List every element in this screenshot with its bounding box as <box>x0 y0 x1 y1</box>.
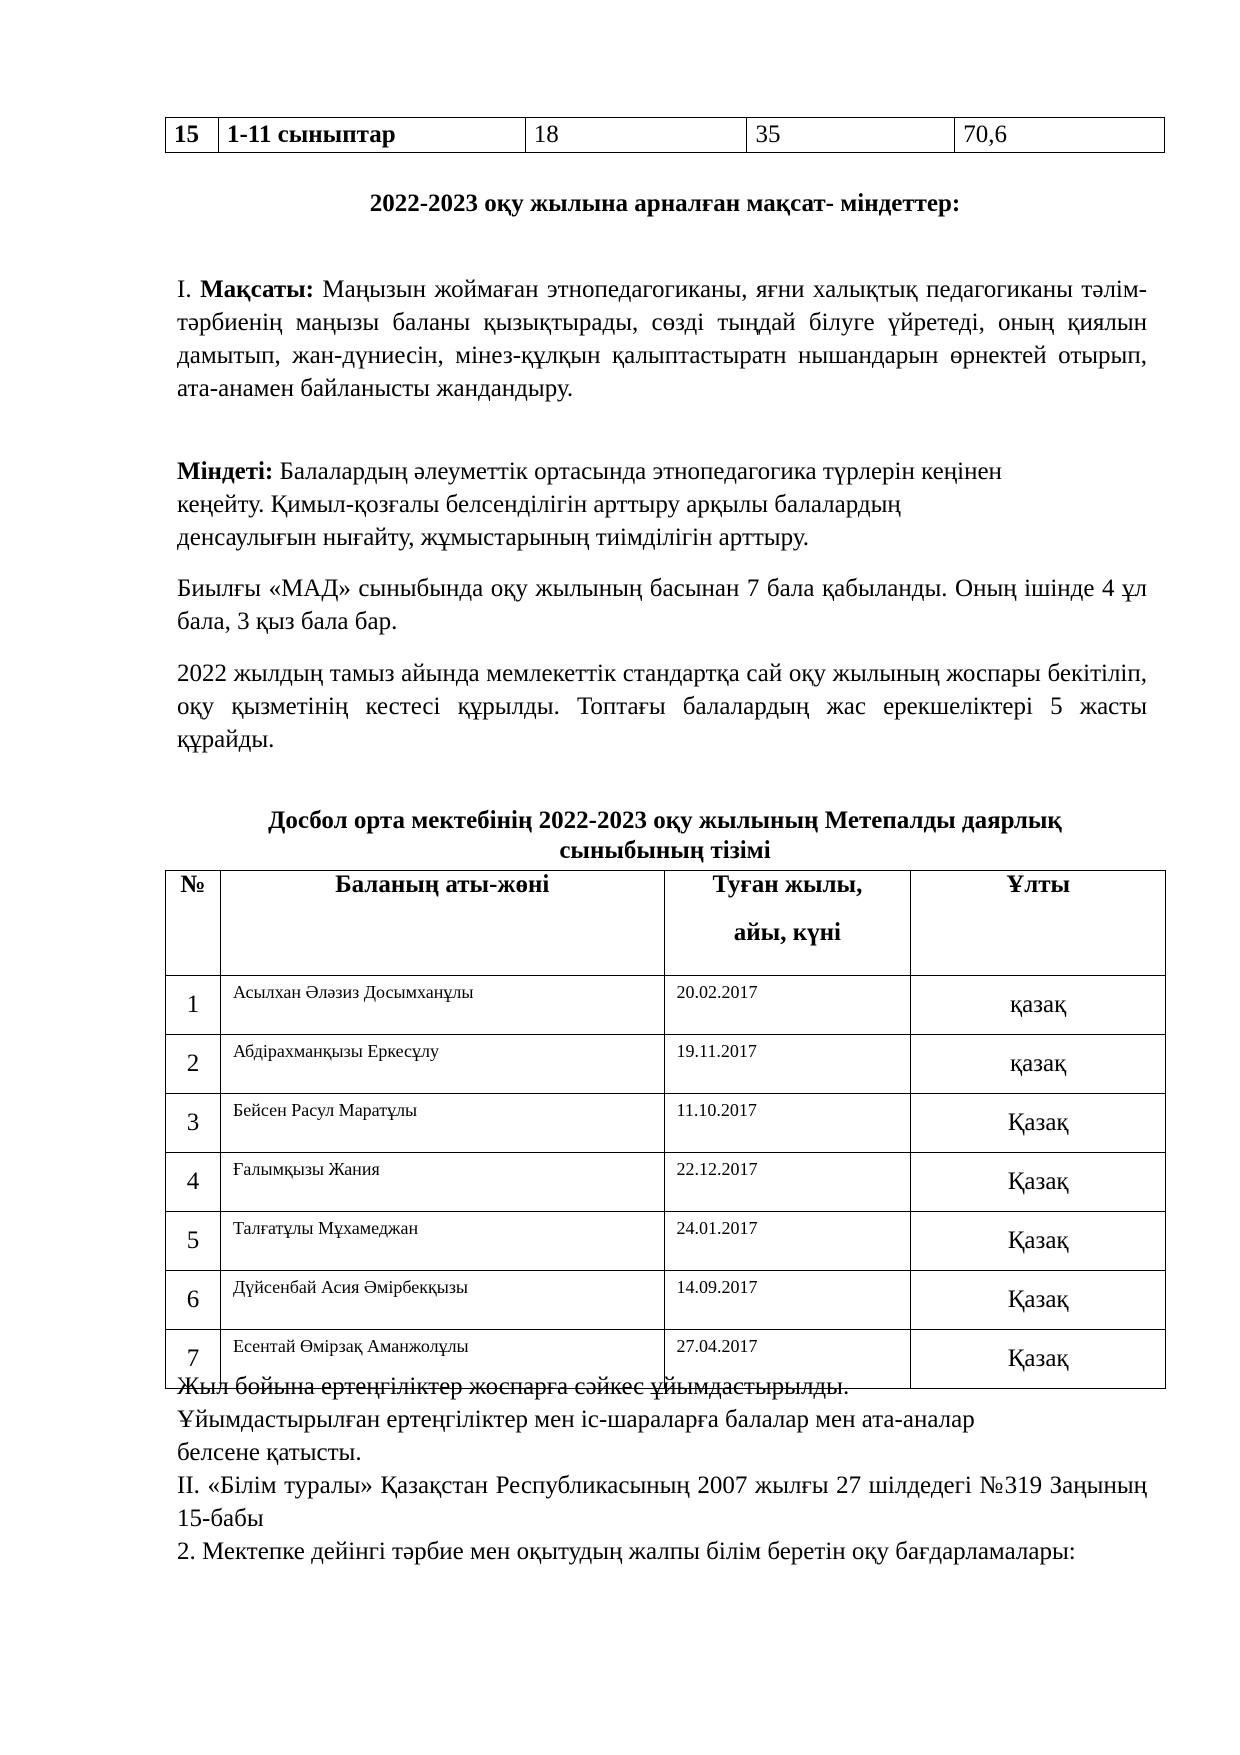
list-heading-line: сыныбының тізімі <box>559 837 771 864</box>
goal-paragraph <box>177 273 1147 405</box>
table-row <box>166 976 1166 1035</box>
table-cell: 35 <box>747 118 955 153</box>
row-num: 3 <box>166 1094 221 1153</box>
row-nationality: қазақ <box>911 1035 1166 1094</box>
row-name: Ғалымқызы Жания <box>220 1153 664 1212</box>
goal-text: Маңызын жоймаған этнопедагогиканы, яғни халықтық педагогиканы тәлім-тәрбиенің маңызы баланы қызықтырады, сөзді тыңдай білуге үйретеді, оның қиялын дамытып, жан-дүниесін, мінез-құлқын қалыптастыратн нышандарын өрнектей отырып, ата-анамен байланысты жандандыру. <box>177 276 1148 402</box>
header-name: Баланың аты-жөні <box>220 871 664 976</box>
children-list-table <box>165 870 1166 1389</box>
table-row <box>166 1153 1166 1212</box>
table-row <box>166 1094 1166 1153</box>
law-paragraph: II. «Білім туралы» Қазақстан Республикасының 2007 жылғы 27 шілдедегі №319 Заңының 15-бабы <box>177 1472 1147 1532</box>
table-cell: 15 <box>166 118 219 153</box>
events-line: Жыл бойына ертеңгіліктер жоспарға сәйкес ұйымдастырылды. <box>177 1373 850 1400</box>
row-num: 5 <box>166 1212 221 1271</box>
row-name: Есентай Өмірзақ Аманжолұлы <box>220 1330 664 1389</box>
task-line: кеңейту. Қимыл-қозғалы белсенділігін арттыру арқылы балалардың <box>177 491 901 518</box>
row-num: 2 <box>166 1035 221 1094</box>
events-line: Ұйымдастырылған ертеңгіліктер мен іс-шараларға балалар мен ата-аналар <box>177 1406 975 1433</box>
list-heading-line: Досбол орта мектебінің 2022-2023 оқу жылының Метепалды даярлық <box>268 807 1062 834</box>
task-label: Міндеті: <box>177 458 274 485</box>
row-nationality: Қазақ <box>911 1153 1166 1212</box>
row-name: Асылхан Әлəзиз Досымханұлы <box>220 976 664 1035</box>
table-cell: 18 <box>525 118 747 153</box>
row-birth: 24.01.2017 <box>664 1212 911 1271</box>
header-num: № <box>166 871 221 976</box>
task-line <box>177 455 1147 488</box>
row-nationality: Қазақ <box>911 1330 1166 1389</box>
row-birth: 27.04.2017 <box>664 1330 911 1389</box>
task-paragraph <box>177 455 1147 554</box>
admission-paragraph: Биылғы «МАД» сыныбында оқу жылының басынан 7 бала қабыланды. Оның ішінде 4 ұл бала, 3 қыз бала бар. <box>177 575 1147 635</box>
table-header-row <box>166 871 1166 976</box>
goal-label: Мақсаты: <box>200 276 314 303</box>
row-birth: 22.12.2017 <box>664 1153 911 1212</box>
table-row <box>166 1035 1166 1094</box>
row-num: 7 <box>166 1330 221 1389</box>
programs-paragraph: 2. Мектепке дейінгі тәрбие мен оқытудың жалпы білім беретін оқу бағдарламалары: <box>177 1538 1076 1565</box>
row-birth: 20.02.2017 <box>664 976 911 1035</box>
row-birth: 14.09.2017 <box>664 1271 911 1330</box>
row-birth: 19.11.2017 <box>664 1035 911 1094</box>
row-name: Бейсен Расул Маратұлы <box>220 1094 664 1153</box>
events-line: белсене қатысты. <box>177 1439 362 1466</box>
table-row <box>166 1271 1166 1330</box>
events-paragraph <box>177 1370 1147 1469</box>
plan-paragraph: 2022 жылдың тамыз айында мемлекеттік стандартқа сай оқу жылының жоспары бекітіліп, оқу қызметінің кестесі құрылды. Топтағы балалардың жас ерекшеліктері 5 жасты құрайды. <box>177 660 1147 753</box>
table-cell: 1-11 сыныптар <box>218 118 525 153</box>
row-num: 6 <box>166 1271 221 1330</box>
summary-table <box>165 117 1165 153</box>
table-row <box>166 1212 1166 1271</box>
row-num: 4 <box>166 1153 221 1212</box>
list-heading <box>165 806 1165 866</box>
header-birth-line: айы, күні <box>733 919 841 946</box>
row-name: Абдірахманқызы Еркесұлу <box>220 1035 664 1094</box>
header-birth <box>664 871 911 976</box>
row-nationality: Қазақ <box>911 1094 1166 1153</box>
row-nationality: қазақ <box>911 976 1166 1035</box>
row-birth: 11.10.2017 <box>664 1094 911 1153</box>
row-num: 1 <box>166 976 221 1035</box>
header-nationality: Ұлты <box>911 871 1166 976</box>
header-birth-line: Туған жылы, <box>712 871 863 898</box>
table-cell: 70,6 <box>955 118 1165 153</box>
table-row <box>166 118 1165 153</box>
task-text: Балалардың әлеуметтік ортасында этнопедагогика түрлерін кеңінен <box>273 458 1002 485</box>
row-name: Талғатұлы Мұхамеджан <box>220 1212 664 1271</box>
row-nationality: Қазақ <box>911 1271 1166 1330</box>
goals-heading: 2022-2023 оқу жылына арналған мақсат- міндеттер: <box>369 190 961 217</box>
task-line: денсаулығын нығайту, жұмыстарының тиімділігін арттыру. <box>177 524 810 551</box>
goal-prefix: I. <box>177 276 201 303</box>
row-name: Дүйсенбай Асия Әмірбекқызы <box>220 1271 664 1330</box>
row-nationality: Қазақ <box>911 1212 1166 1271</box>
